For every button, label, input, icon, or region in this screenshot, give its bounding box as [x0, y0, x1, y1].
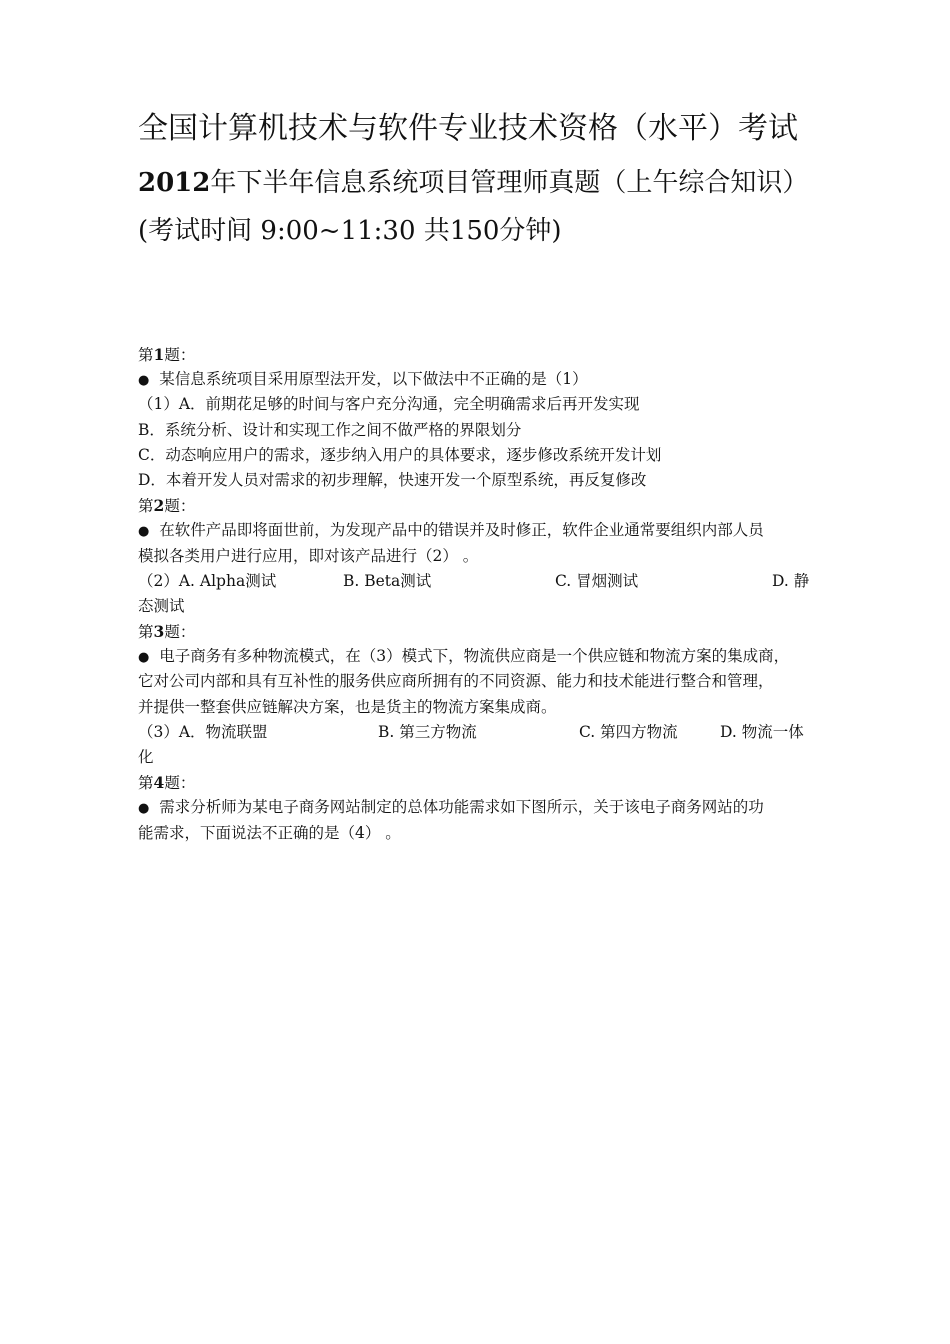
question-option: D．本着开发人员对需求的初步理解，快速开发一个原型系统，再反复修改 — [138, 470, 647, 489]
question-stem: ● 某信息系统项目采用原型法开发，以下做法中不正确的是（1） — [138, 370, 588, 389]
exam-year: 2012 — [138, 168, 211, 198]
question-option: （1）A．前期花足够的时间与客户充分沟通，完全明确需求后再开发实现 — [138, 395, 640, 414]
question-heading: 第2题： — [138, 496, 196, 516]
bullet-icon: ● — [138, 801, 150, 817]
question-option: （2）A. Alpha测试 — [138, 571, 277, 590]
question-option: B. 第三方物流 — [378, 722, 477, 741]
options-row — [138, 569, 822, 594]
question-option: D. 物流一体 — [720, 722, 804, 741]
question-stem: ● 电子商务有多种物流模式，在（3）模式下，物流供应商是一个供应链和物流方案的集成商， — [138, 647, 790, 666]
question-option: D. 静 — [772, 571, 810, 590]
question-list — [138, 342, 822, 846]
question-option: C．动态响应用户的需求，逐步纳入用户的具体要求，逐步修改系统开发计划 — [138, 445, 662, 464]
question-heading: 第1题： — [138, 345, 196, 364]
question-heading: 第3题： — [138, 622, 196, 642]
question-option: C. 冒烟测试 — [555, 571, 639, 590]
question-stem: ● 需求分析师为某电子商务网站制定的总体功能需求如下图所示，关于该电子商务网站的功 — [138, 798, 764, 817]
question-stem: ● 在软件产品即将面世前，为发现产品中的错误并及时修正，软件企业通常要组织内部人员 — [138, 521, 764, 540]
question-stem: 模拟各类用户进行应用，即对该产品进行（2） 。 — [138, 546, 479, 565]
question-stem: 它对公司内部和具有互补性的服务供应商所拥有的不同资源、能力和技术能进行整合和管理， — [138, 672, 774, 691]
exam-title: 全国计算机技术与软件专业技术资格（水平）考试 — [138, 111, 798, 146]
exam-subtitle — [138, 164, 808, 202]
bullet-icon: ● — [138, 373, 150, 389]
exam-time: (考试时间 9:00~11:30 共150分钟) — [138, 216, 562, 246]
question-stem: 能需求，下面说法不正确的是（4） 。 — [138, 823, 401, 842]
question-option: C. 第四方物流 — [579, 722, 678, 741]
question-option: B．系统分析、设计和实现工作之间不做严格的界限划分 — [138, 420, 522, 439]
question-option: B. Beta测试 — [343, 571, 432, 590]
question-option: 态测试 — [138, 596, 185, 615]
bullet-icon: ● — [138, 524, 150, 540]
question-option: （3）A．物流联盟 — [138, 722, 268, 741]
exam-subtitle-text: 年下半年信息系统项目管理师真题（上午综合知识） — [210, 168, 809, 198]
options-row — [138, 720, 822, 745]
bullet-icon: ● — [138, 650, 150, 666]
question-option: 化 — [138, 748, 154, 766]
question-heading: 第4题： — [138, 773, 196, 793]
question-stem: 并提供一整套供应链解决方案，也是货主的物流方案集成商。 — [138, 697, 557, 716]
